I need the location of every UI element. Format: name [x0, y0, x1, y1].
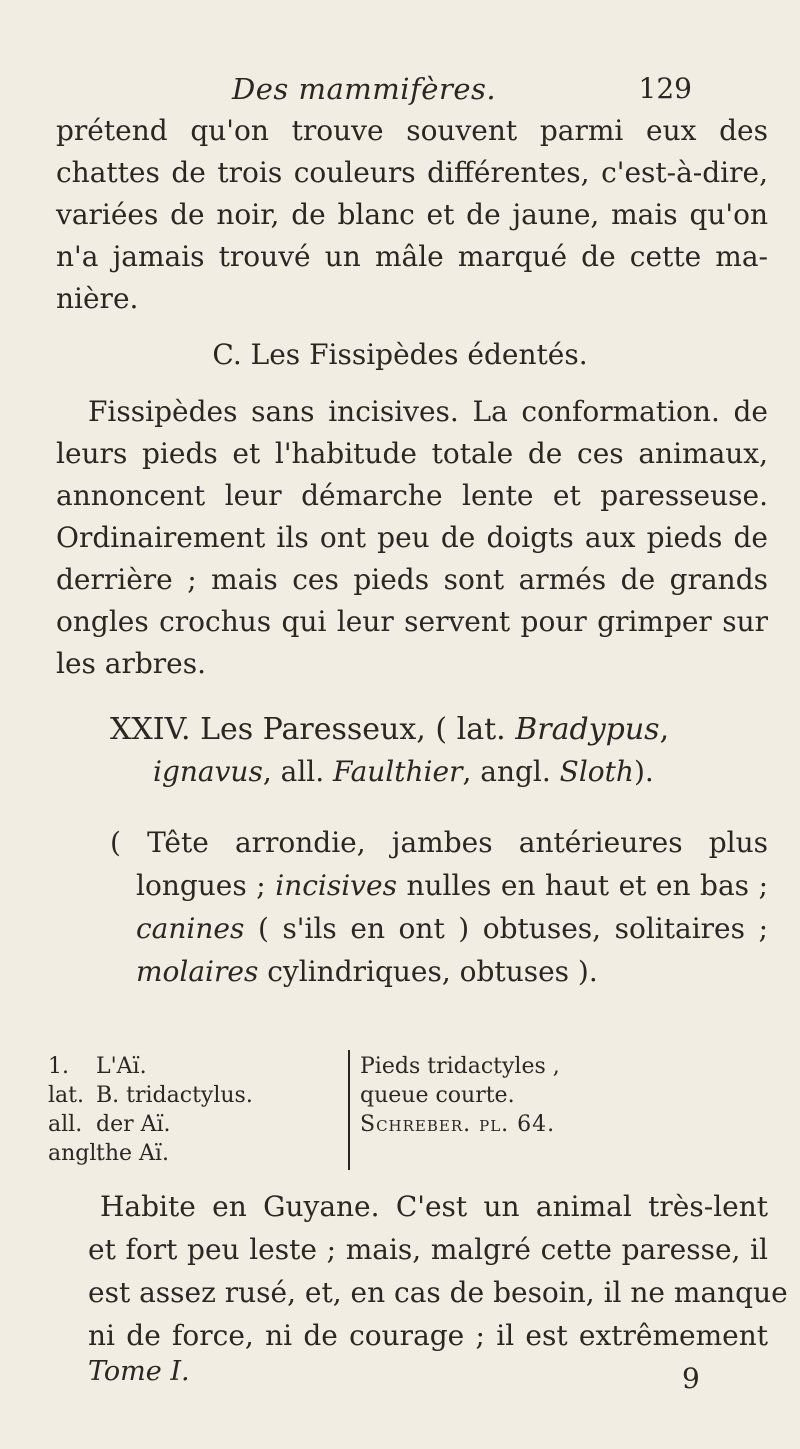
text-line: ni de force, ni de courage ; il est extrêmement — [88, 1319, 768, 1352]
text-line: les arbres. — [56, 647, 207, 680]
row-prefix: lat. — [48, 1083, 84, 1108]
text-line: Ordinairement ils ont peu de doigts aux pieds de — [56, 521, 768, 554]
running-title: Des mammifères. — [232, 72, 497, 106]
names-left-column — [48, 1052, 338, 1168]
row-text: the Aï. — [96, 1141, 169, 1166]
text-line: est assez rusé, et, en cas de besoin, il ne manque — [88, 1276, 788, 1309]
character-line — [136, 952, 598, 992]
text-line: variées de noir, de blanc et de jaune, mais qu'on — [56, 198, 768, 231]
species-latin-2: ignavus — [153, 755, 263, 788]
species-german: Faulthier — [333, 755, 463, 788]
punct: ). — [633, 755, 654, 788]
names-right-column — [360, 1052, 620, 1139]
page-number: 129 — [638, 72, 692, 105]
name-row — [48, 1081, 338, 1110]
char-text: cylindriques, obtuses ). — [267, 955, 598, 988]
char-text: longues ; — [136, 869, 266, 902]
punct: , — [659, 712, 670, 747]
species-number: XXIV. — [110, 712, 191, 747]
punct: , angl. — [462, 755, 551, 788]
text-line: Habite en Guyane. C'est un animal très-lent — [100, 1190, 768, 1223]
text-line: prétend qu'on trouve souvent parmi eux des — [56, 114, 768, 147]
signature-mark: 9 — [682, 1362, 700, 1395]
text-line: ongles crochus qui leur servent pour grimper sur — [56, 605, 768, 638]
text-line: et fort peu leste ; mais, malgré cette paresse, il — [88, 1233, 768, 1266]
species-latin: Bradypus — [515, 712, 660, 747]
char-text: nulles en haut et en bas ; — [406, 869, 769, 902]
char-term: incisives — [275, 869, 397, 902]
row-text: L'Aï. — [96, 1054, 147, 1079]
row-prefix: 1. — [48, 1054, 69, 1079]
character-line — [136, 866, 768, 906]
char-term: molaires — [136, 955, 259, 988]
row-text: der Aï. — [96, 1112, 171, 1137]
text-line: annoncent leur démarche lente et paresseuse. — [56, 479, 768, 512]
text-line: n'a jamais trouvé un mâle marqué de cette ma- — [56, 240, 768, 273]
row-prefix: angl. — [48, 1141, 104, 1166]
page-header — [232, 72, 692, 112]
row-prefix: all. — [48, 1112, 83, 1137]
volume-mark: Tome I. — [88, 1356, 190, 1387]
char-term: canines — [136, 912, 245, 945]
desc-row: queue courte. — [360, 1083, 515, 1108]
desc-row: Pieds tridactyles , — [360, 1054, 560, 1079]
column-divider — [348, 1050, 350, 1170]
species-synonyms — [153, 752, 654, 792]
text-line: derrière ; mais ces pieds sont armés de grands — [56, 563, 768, 596]
name-row — [48, 1110, 338, 1139]
species-english: Sloth — [559, 755, 634, 788]
character-line: ( Tête arrondie, jambes antérieures plus — [110, 826, 768, 859]
text-line: Fissipèdes sans incisives. La conformation. de — [88, 395, 768, 428]
desc-row: Schreber. pl. 64. — [360, 1112, 556, 1137]
name-row — [48, 1139, 338, 1168]
text-line: nière. — [56, 282, 139, 315]
text-line: chattes de trois couleurs différentes, c'est-à-dire, — [56, 156, 768, 189]
section-title: C. Les Fissipèdes édentés. — [212, 338, 588, 371]
species-heading — [110, 710, 669, 750]
species-common: Les Paresseux, ( lat. — [200, 712, 506, 747]
char-text: ( s'ils en ont ) obtuses, solitaires ; — [257, 912, 769, 945]
punct: , all. — [262, 755, 325, 788]
character-line — [136, 909, 768, 949]
row-text: B. tridactylus. — [96, 1083, 253, 1108]
text-line: leurs pieds et l'habitude totale de ces animaux, — [56, 437, 768, 470]
name-row — [48, 1052, 338, 1081]
